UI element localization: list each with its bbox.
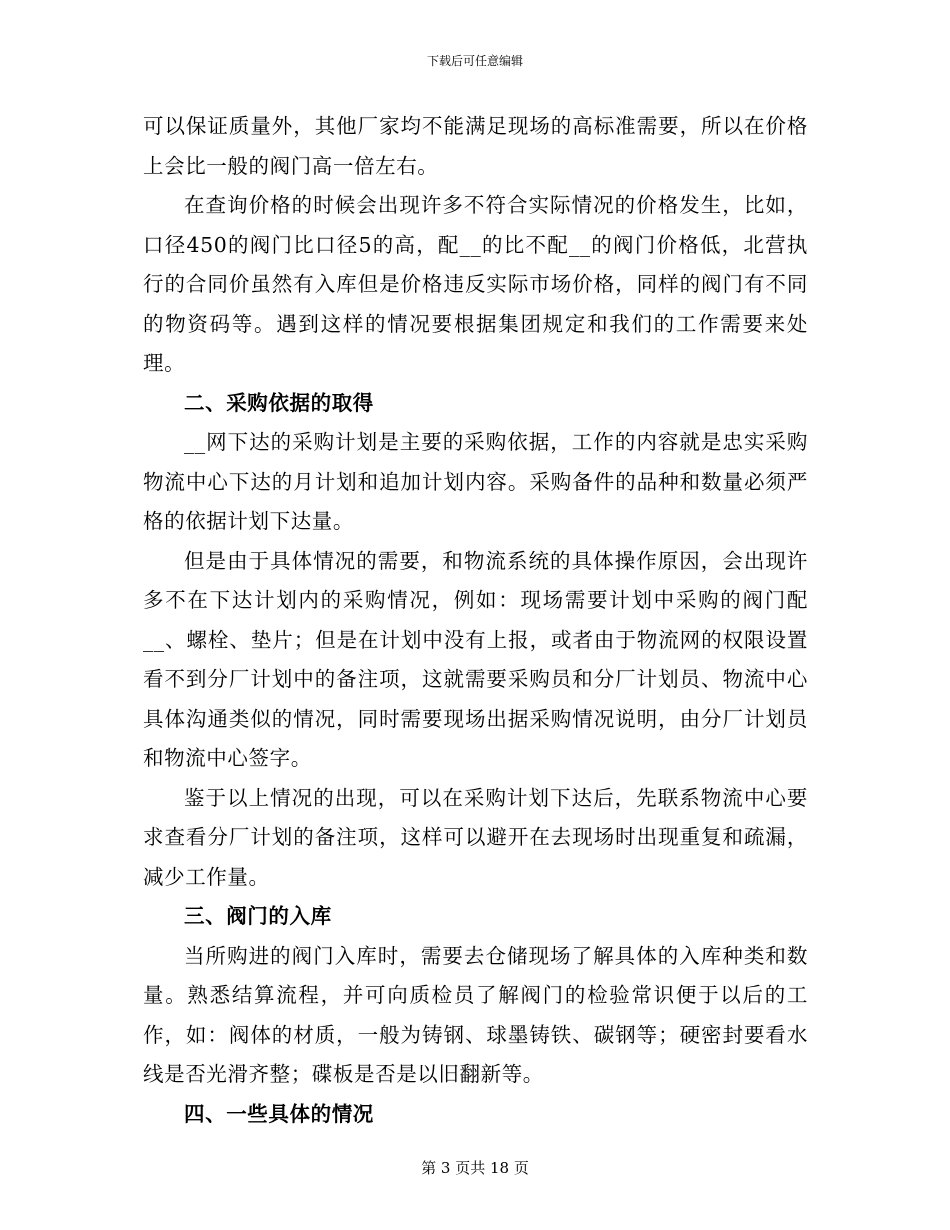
paragraph-suggestion: 鉴于以上情况的出现，可以在采购计划下达后，先联系物流中心要求查看分厂计划的备注项，这样可以避开在去现场时出现重复和疏漏，减少工作量。 <box>143 785 808 889</box>
paragraph-purchase-plan: __网下达的采购计划是主要的采购依据，工作的内容就是忠实采购物流中心下达的月计划和追加计划内容。采购备件的品种和数量必须严格的依据计划下达量。 <box>143 430 808 533</box>
paragraph-warehousing: 当所购进的阀门入库时，需要去仓储现场了解具体的入库种类和数量。熟悉结算流程，并可向质检员了解阀门的检验常识便于以后的工作，如：阀体的材质，一般为铸钢、球墨铸铁、碳钢等；硬密封要看水线是否光滑齐整；碟板是否是以旧翻新等。 <box>143 943 808 1086</box>
section-heading-warehousing: 三、阀门的入库 <box>184 904 332 928</box>
page-footer: 第 3 页共 18 页 <box>421 1159 529 1177</box>
section-heading-specific-cases: 四、一些具体的情况 <box>184 1101 374 1126</box>
paragraph-price-continuation: 可以保证质量外，其他厂家均不能满足现场的高标准需要，所以在价格上会比一般的阀门高一倍左右。 <box>143 114 808 178</box>
paragraph-special-cases: 但是由于具体情况的需要，和物流系统的具体操作原因，会出现许多不在下达计划内的采购情况，例如：现场需要计划中采购的阀门配__、螺栓、垫片；但是在计划中没有上报，或者由于物流网的权限设置看不到分厂计划中的备注项，这就需要采购员和分厂计划员、物流中心具体沟通类似的情况，同时需要现场出据采购情况说明，由分厂计划员和物流中心签字。 <box>143 548 808 770</box>
section-heading-purchase-basis: 二、采购依据的取得 <box>184 390 374 415</box>
page-header: 下载后可任意编辑 <box>426 54 523 68</box>
document-body <box>143 107 808 1134</box>
paragraph-price-inquiry: 在查询价格的时候会出现许多不符合实际情况的价格发生，比如，口径450的阀门比口径5的高，配__的比不配__的阀门价格低，北营执行的合同价虽然有入库但是价格违反实际市场价格，同样的阀门有不同的物资码等。遇到这样的情况要根据集团规定和我们的工作需要来处理。 <box>143 193 808 375</box>
